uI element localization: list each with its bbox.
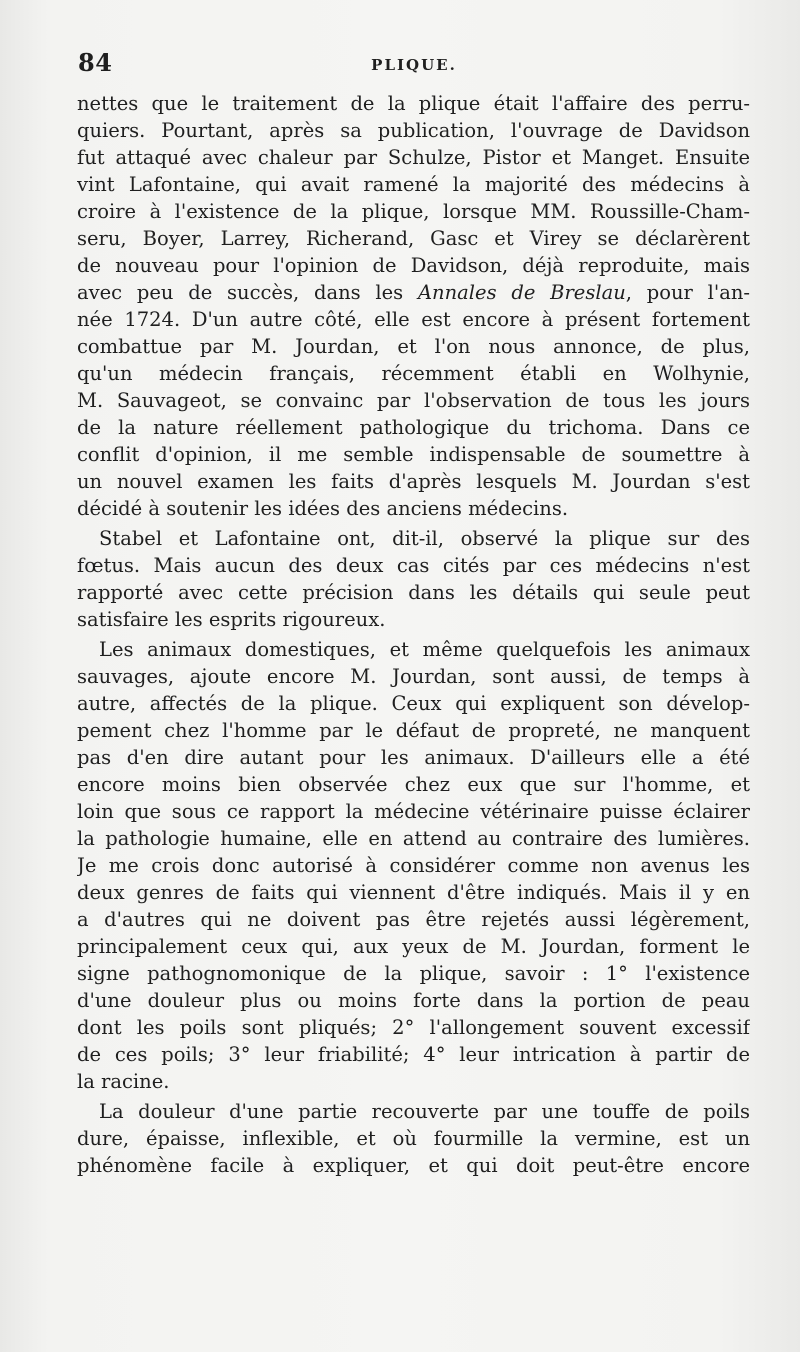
paragraph-3 <box>77 636 750 1095</box>
text-line: Les animaux domestiques, et même quelquefois les animaux <box>99 638 750 661</box>
text-line: fœtus. Mais aucun des deux cas cités par ces médecins n'est <box>77 554 750 577</box>
text-line: a d'autres qui ne doivent pas être rejetés aussi légèrement, <box>77 908 750 931</box>
text-line: d'une douleur plus ou moins forte dans la portion de peau <box>77 989 750 1012</box>
paragraph-2 <box>77 525 750 633</box>
text-line: deux genres de faits qui viennent d'être indiqués. Mais il y en <box>77 881 750 904</box>
text-line: née 1724. D'un autre côté, elle est encore à présent fortement <box>77 308 750 331</box>
journal-title: Annales de Breslau <box>417 281 626 304</box>
text-line: pas d'en dire autant pour les animaux. D'ailleurs elle a été <box>77 746 750 769</box>
text-line: de nouveau pour l'opinion de Davidson, déjà reproduite, mais <box>77 254 750 277</box>
text-line: avec peu de succès, dans les Annales de Breslau, pour l'an- <box>77 281 750 304</box>
paragraph-1 <box>77 90 750 522</box>
text-line: seru, Boyer, Larrey, Richerand, Gasc et Virey se déclarèrent <box>77 227 750 250</box>
text-line: principalement ceux qui, aux yeux de M. Jourdan, forment le <box>77 935 750 958</box>
text-line: de la nature réellement pathologique du trichoma. Dans ce <box>77 416 750 439</box>
text-line: sauvages, ajoute encore M. Jourdan, sont aussi, de temps à <box>77 665 750 688</box>
text-line: La douleur d'une partie recouverte par une touffe de poils <box>99 1100 750 1123</box>
text-line: croire à l'existence de la plique, lorsque MM. Roussille-Cham- <box>77 200 750 223</box>
text-line: la racine. <box>77 1070 170 1093</box>
text-line: M. Sauvageot, se convainc par l'observation de tous les jours <box>77 389 750 412</box>
text-line: pement chez l'homme par le défaut de propreté, ne manquent <box>77 719 750 742</box>
text-line: combattue par M. Jourdan, et l'on nous annonce, de plus, <box>77 335 750 358</box>
text-line: loin que sous ce rapport la médecine vétérinaire puisse éclairer <box>77 800 750 823</box>
text-line: dure, épaisse, inflexible, et où fourmille la vermine, est un <box>77 1127 750 1150</box>
text-line: nettes que le traitement de la plique était l'affaire des perru- <box>77 92 750 115</box>
text-line: un nouvel examen les faits d'après lesquels M. Jourdan s'est <box>77 470 750 493</box>
body-text <box>77 90 750 1179</box>
text-line: vint Lafontaine, qui avait ramené la majorité des médecins à <box>77 173 750 196</box>
running-head: PLIQUE. <box>371 56 457 74</box>
text-line: Stabel et Lafontaine ont, dit-il, observé la plique sur des <box>99 527 750 550</box>
text-line: de ces poils; 3° leur friabilité; 4° leur intrication à partir de <box>77 1043 750 1066</box>
page-number: 84 <box>78 48 113 77</box>
text-line: dont les poils sont pliqués; 2° l'allongement souvent excessif <box>77 1016 750 1039</box>
text-line: phénomène facile à expliquer, et qui doit peut-être encore <box>77 1154 750 1177</box>
text-line: la pathologie humaine, elle en attend au contraire des lumières. <box>77 827 750 850</box>
text-line: autre, affectés de la plique. Ceux qui expliquent son dévelop- <box>77 692 750 715</box>
paragraph-4 <box>77 1098 750 1179</box>
text-line: Je me crois donc autorisé à considérer comme non avenus les <box>77 854 750 877</box>
text-line: qu'un médecin français, récemment établi en Wolhynie, <box>77 362 750 385</box>
text-line: signe pathognomonique de la plique, savoir : 1° l'existence <box>77 962 750 985</box>
text-line: satisfaire les esprits rigoureux. <box>77 608 386 631</box>
text-line: fut attaqué avec chaleur par Schulze, Pistor et Manget. Ensuite <box>77 146 750 169</box>
page-header <box>78 48 750 82</box>
text-line: rapporté avec cette précision dans les détails qui seule peut <box>77 581 750 604</box>
text-line: décidé à soutenir les idées des anciens médecins. <box>77 497 569 520</box>
text-line: quiers. Pourtant, après sa publication, l'ouvrage de Davidson <box>77 119 750 142</box>
text-line: conflit d'opinion, il me semble indispensable de soumettre à <box>77 443 750 466</box>
text-line: encore moins bien observée chez eux que sur l'homme, et <box>77 773 750 796</box>
